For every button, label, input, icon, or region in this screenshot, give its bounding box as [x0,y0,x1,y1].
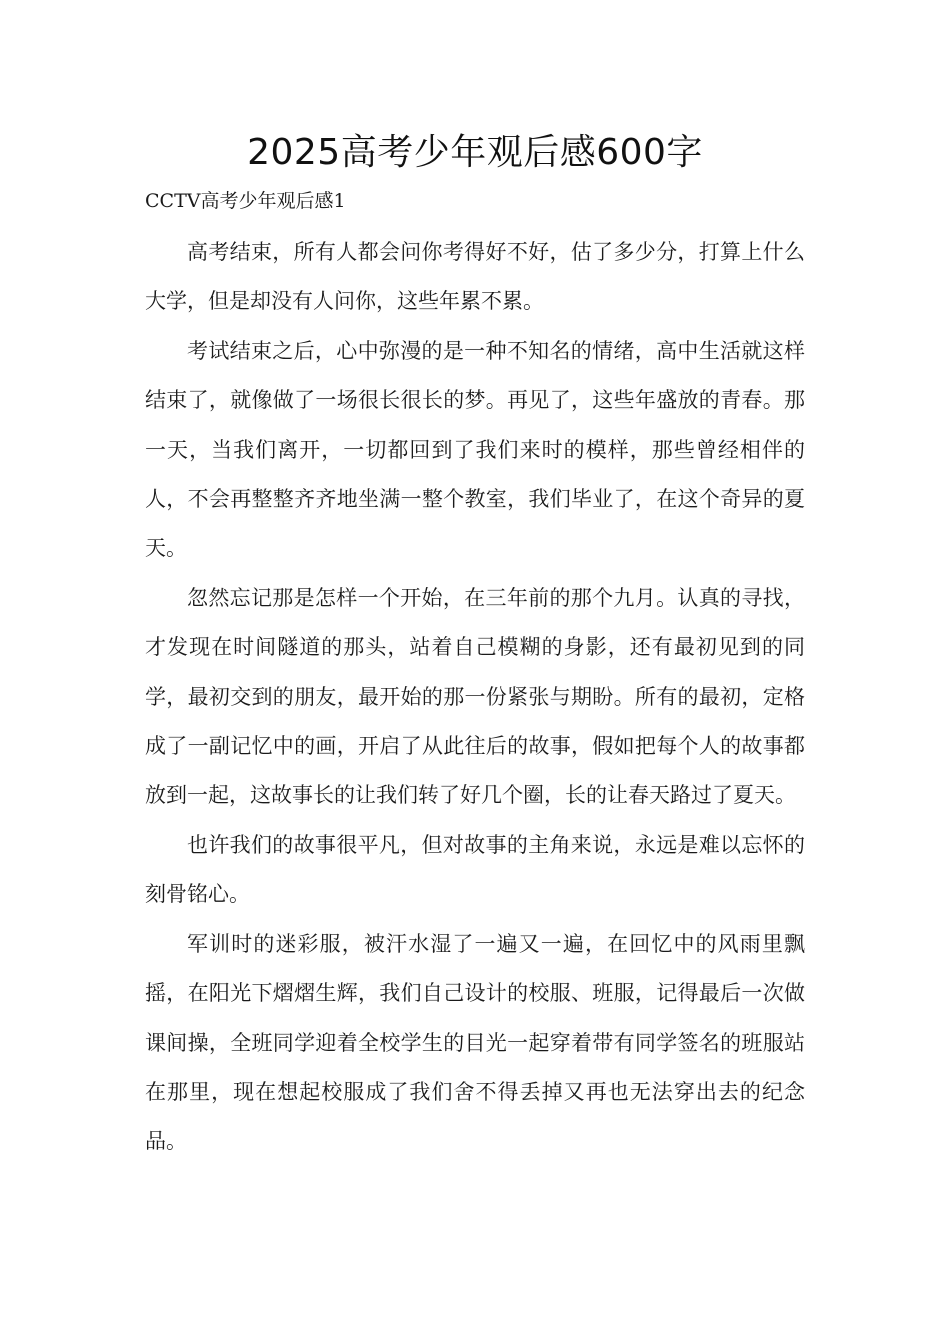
paragraph: 军训时的迷彩服，被汗水湿了一遍又一遍，在回忆中的风雨里飘摇，在阳光下熠熠生辉，我们自己设计的校服、班服，记得最后一次做课间操，全班同学迎着全校学生的目光一起穿着带有同学签名的班服站在那里，现在想起校服成了我们舍不得丢掉又再也无法穿出去的纪念品。 [145,931,805,1154]
paragraph: 忽然忘记那是怎样一个开始，在三年前的那个九月。认真的寻找，才发现在时间隧道的那头，站着自己模糊的身影，还有最初见到的同学，最初交到的朋友，最开始的那一份紧张与期盼。所有的最初，定格成了一副记忆中的画，开启了从此往后的故事，假如把每个人的故事都放到一起，这故事长的让我们转了好几个圈，长的让春天路过了夏天。 [145,585,805,808]
paragraph: 考试结束之后，心中弥漫的是一种不知名的情绪，高中生活就这样结束了，就像做了一场很长很长的梦。再见了，这些年盛放的青春。那一天，当我们离开，一切都回到了我们来时的模样，那些曾经相伴的人，不会再整整齐齐地坐满一整个教室，我们毕业了，在这个奇异的夏天。 [145,338,805,561]
document-subtitle: CCTV高考少年观后感1 [145,190,346,212]
document-title: 2025高考少年观后感600字 [247,132,703,173]
paragraph: 高考结束，所有人都会问你考得好不好，估了多少分，打算上什么大学，但是却没有人问你，这些年累不累。 [145,240,805,314]
document-body [145,228,805,1167]
paragraph: 也许我们的故事很平凡，但对故事的主角来说，永远是难以忘怀的刻骨铭心。 [145,832,805,907]
